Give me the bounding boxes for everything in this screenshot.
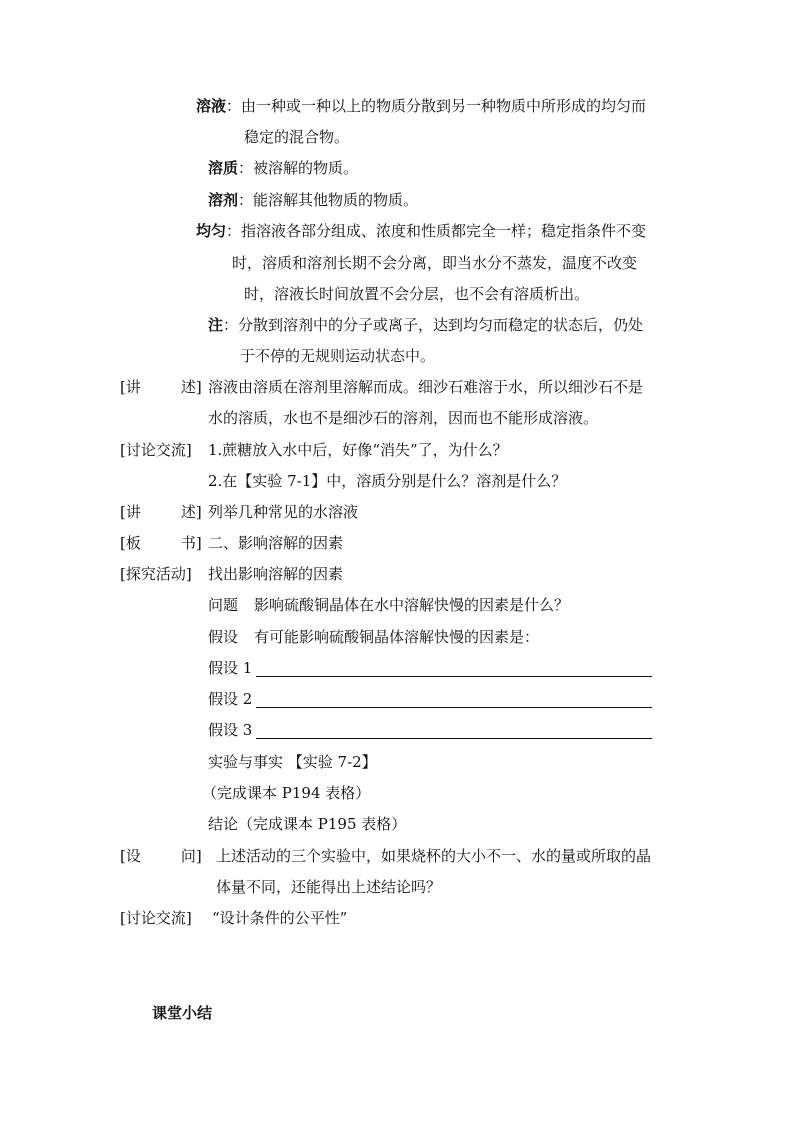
- def-note-line1: [208, 315, 643, 335]
- lecture1-text1: 溶液由溶质在溶剂里溶解而成。细沙石难溶于水，所以细沙石不是: [208, 378, 644, 396]
- def-solute-line: [208, 158, 358, 178]
- def-solvent-sep: ：: [238, 191, 254, 209]
- tag-lecture-1-b: 述: [180, 378, 196, 396]
- tag-lecture-2-a: 讲: [125, 503, 141, 521]
- hypothesis-2-blank[interactable]: [256, 707, 652, 708]
- tag-lecture-2-b: 述: [180, 503, 196, 521]
- tag-explore-text: 探究活动: [125, 565, 186, 583]
- hypothesis-3-label: 假设 3: [208, 721, 253, 739]
- lecture2-text: 列举几种常见的水溶液: [208, 503, 359, 521]
- design-text1: 上述活动的三个实验中，如果烧杯的大小不一、水的量或所取的晶: [216, 847, 652, 865]
- tag-discuss-1: [讨论交流]: [120, 441, 192, 459]
- tag-board: [ 板 书 ]: [120, 534, 202, 552]
- design-text2: 体量不同，还能得出上述结论吗？: [216, 878, 442, 896]
- discuss2-text: “设计条件的公平性”: [212, 909, 348, 927]
- tag-lecture-1: [ 讲 述 ]: [120, 378, 202, 396]
- def-solution-sep: ：: [226, 97, 242, 115]
- def-note-text2: 于不停的无规则运动状态中。: [240, 347, 436, 365]
- tag-explore: [探究活动]: [120, 565, 192, 583]
- def-solution-text1: 由一种或一种以上的物质分散到另一种物质中所形成的均匀而: [241, 97, 647, 115]
- def-note-text1: 分散到溶剂中的分子或离子，达到均匀而稳定的状态后，仍处: [238, 316, 644, 334]
- explore-table1: （完成课本 P194 表格）: [202, 784, 371, 802]
- explore-conclusion: 结论（完成课本 P195 表格）: [208, 815, 407, 833]
- tag-discuss-2-text: 讨论交流: [125, 909, 186, 927]
- def-uniform-term: 均匀: [196, 222, 227, 240]
- def-uniform-text1: 指溶液各部分组成、浓度和性质都完全一样；稳定指条件不变: [241, 222, 647, 240]
- explore-hypothesis: [208, 627, 539, 647]
- def-solvent-text: 能溶解其他物质的物质。: [253, 191, 419, 209]
- tag-lecture-2: [ 讲 述 ]: [120, 503, 202, 521]
- def-solvent-term: 溶剂: [208, 191, 239, 209]
- discuss1-q2: 2.在【实验 7-1】中，溶质分别是什么？溶剂是什么？: [208, 472, 567, 490]
- def-solute-sep: ：: [238, 159, 254, 177]
- explore-question-label: 问题: [208, 596, 239, 614]
- def-uniform-sep: ：: [226, 222, 242, 240]
- hypothesis-3-blank[interactable]: [256, 738, 652, 739]
- def-solute-term: 溶质: [208, 159, 239, 177]
- tag-design-b: 问: [180, 847, 196, 865]
- explore-question: [208, 595, 569, 615]
- tag-design-a: 设: [125, 847, 141, 865]
- def-uniform-line1: [196, 221, 646, 241]
- explore-experiment: 实验与事实 【实验 7-2】: [208, 753, 377, 771]
- lecture1-text2: 水的溶质，水也不是细沙石的溶剂，因而也不能形成溶液。: [208, 409, 599, 427]
- summary-heading: 课堂小结: [152, 1004, 213, 1022]
- tag-discuss-2: [讨论交流]: [120, 909, 192, 927]
- hypothesis-1-blank[interactable]: [256, 676, 652, 677]
- explore-hypothesis-label: 假设: [208, 628, 239, 646]
- tag-board-b: 书: [180, 534, 196, 552]
- tag-discuss-1-text: 讨论交流: [125, 441, 186, 459]
- explore-hypothesis-text: 有可能影响硫酸铜晶体溶解快慢的因素是：: [254, 628, 540, 646]
- board-text: 二、影响溶解的因素: [208, 534, 344, 552]
- def-uniform-text2: 时，溶质和溶剂长期不会分离，即当水分不蒸发，温度不改变: [232, 254, 638, 272]
- tag-board-a: 板: [125, 534, 141, 552]
- hypothesis-2-label: 假设 2: [208, 690, 253, 708]
- def-solvent-line: [208, 190, 418, 210]
- explore-question-text: 影响硫酸铜晶体在水中溶解快慢的因素是什么？: [254, 596, 570, 614]
- def-note-term: 注: [208, 316, 224, 334]
- tag-lecture-1-a: 讲: [125, 378, 141, 396]
- def-uniform-text3: 时，溶液长时间放置不会分层，也不会有溶质析出。: [244, 285, 590, 303]
- def-solute-text: 被溶解的物质。: [253, 159, 359, 177]
- def-note-sep: ：: [223, 316, 239, 334]
- hypothesis-1-label: 假设 1: [208, 659, 253, 677]
- tag-design: [ 设 问 ]: [120, 847, 202, 865]
- def-solution-term: 溶液: [196, 97, 227, 115]
- discuss1-q1: 1.蔗糖放入水中后，好像“消失”了，为什么？: [208, 441, 508, 459]
- def-solution-line1: [196, 96, 646, 116]
- def-solution-text2: 稳定的混合物。: [244, 128, 350, 146]
- explore-text: 找出影响溶解的因素: [208, 565, 344, 583]
